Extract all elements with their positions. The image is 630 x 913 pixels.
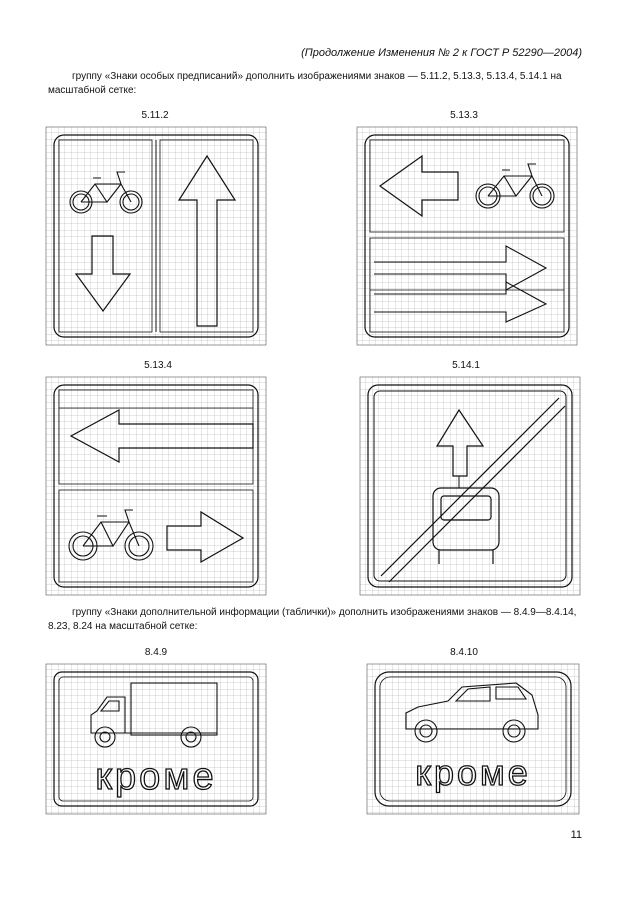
caption-8-4-9: 8.4.9 (144, 647, 168, 658)
caption-5-14-1: 5.14.1 (452, 360, 480, 371)
sign-5-11-2 (45, 126, 267, 346)
caption-5-11-2: 5.11.2 (141, 110, 169, 121)
sign-5-14-1 (359, 376, 581, 596)
page-number: 11 (570, 829, 582, 841)
sign-8-4-9 (45, 663, 267, 815)
sign-5-13-3 (356, 126, 578, 346)
caption-5-13-4: 5.13.4 (144, 360, 172, 371)
sign-5-13-4 (45, 376, 267, 596)
caption-5-13-3: 5.13.3 (450, 110, 478, 121)
paragraph-additional-signs: группу «Знаки дополнительной информации (таблички)» дополнить изображениями знаков — 8.4.9—8.4.14, 8.23, 8.24 на масштабной сетке: (48, 607, 577, 632)
sign-word-label: кроме (415, 752, 531, 793)
header-continuation: (Продолжение Изменения № 2 к ГОСТ Р 52290—2004) (301, 47, 582, 59)
sign-8-4-10 (366, 663, 580, 815)
caption-8-4-10: 8.4.10 (450, 647, 478, 658)
sign-word-label: кроме (95, 756, 217, 798)
paragraph-special-signs: группу «Знаки особых предписаний» дополнить изображениями знаков — 5.11.2, 5.13.3, 5.13.4, 5.14.1 на масштабной сетке: (48, 71, 562, 96)
